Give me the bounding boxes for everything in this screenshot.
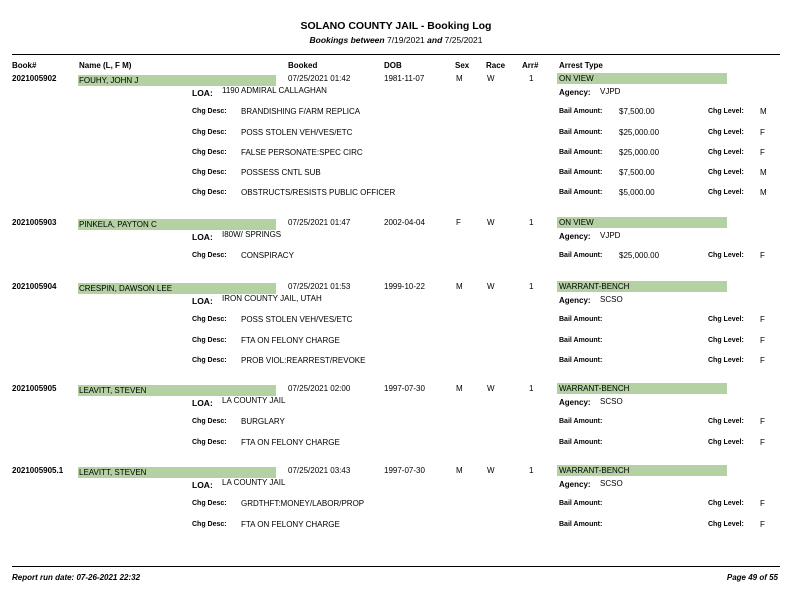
charge-level-label: Chg Level: (708, 337, 744, 344)
agency-value: VJPD (600, 231, 621, 240)
charge-desc-label: Chg Desc: (192, 500, 227, 507)
charge-level-label: Chg Level: (708, 439, 744, 446)
report-subtitle (0, 35, 792, 45)
inmate-name: LEAVITT, STEVEN (79, 386, 147, 395)
footer-rule (12, 566, 780, 567)
bail-amount-value: $5,000.00 (619, 188, 655, 197)
charge-desc-label: Chg Desc: (192, 439, 227, 446)
charge-desc-label: Chg Desc: (192, 357, 227, 364)
charge-level-label: Chg Level: (708, 169, 744, 176)
sex-value: M (456, 282, 463, 291)
arrest-number: 1 (529, 218, 534, 227)
arrest-type: ON VIEW (559, 74, 594, 83)
book-number: 2021005902 (12, 74, 57, 83)
subtitle-and: and (427, 35, 443, 45)
charge-description: OBSTRUCTS/RESISTS PUBLIC OFFICER (241, 188, 396, 197)
race-value: W (487, 384, 495, 393)
column-book: Book# (12, 61, 37, 70)
loa-value: LA COUNTY JAIL (222, 478, 286, 487)
bail-amount-value: $7,500.00 (619, 168, 655, 177)
charge-level-label: Chg Level: (708, 316, 744, 323)
agency-label: Agency: (559, 398, 591, 407)
charge-level-value: F (760, 336, 765, 345)
date-of-birth: 1997-07-30 (384, 384, 425, 393)
inmate-name: CRESPIN, DAWSON LEE (79, 284, 173, 293)
inmate-name: FOUHY, JOHN J (79, 76, 139, 85)
book-number: 2021005905.1 (12, 466, 64, 475)
arrest-number: 1 (529, 74, 534, 83)
charge-description: POSSESS CNTL SUB (241, 168, 321, 177)
loa-value: 1190 ADMIRAL CALLAGHAN (222, 86, 327, 95)
race-value: W (487, 74, 495, 83)
race-value: W (487, 218, 495, 227)
bail-amount-label: Bail Amount: (559, 357, 603, 364)
bail-amount-label: Bail Amount: (559, 149, 603, 156)
loa-value: I80W/ SPRINGS (222, 230, 282, 239)
charge-desc-label: Chg Desc: (192, 337, 227, 344)
charge-desc-label: Chg Desc: (192, 149, 227, 156)
booking-record (0, 282, 792, 365)
report-title: SOLANO COUNTY JAIL - Booking Log (300, 20, 492, 32)
page-number: Page 49 of 55 (726, 573, 778, 582)
race-value: W (487, 282, 495, 291)
charge-description: PROB VIOL:REARREST/REVOKE (241, 356, 366, 365)
column-booked: Booked (288, 61, 318, 70)
charge-level-value: F (760, 356, 765, 365)
arrest-type: WARRANT-BENCH (559, 384, 630, 393)
sex-value: M (456, 74, 463, 83)
arrest-type: WARRANT-BENCH (559, 466, 630, 475)
charge-level-label: Chg Level: (708, 500, 744, 507)
charge-level-label: Chg Level: (708, 129, 744, 136)
charge-level-value: F (760, 417, 765, 426)
booking-record (0, 218, 792, 260)
column-arrest-type: Arrest Type (559, 61, 603, 70)
column-race: Race (486, 61, 506, 70)
bail-amount-label: Bail Amount: (559, 108, 603, 115)
charge-desc-label: Chg Desc: (192, 252, 227, 259)
booking-record (0, 466, 792, 529)
bail-amount-value: $25,000.00 (619, 148, 660, 157)
inmate-name: PINKELA, PAYTON C (79, 220, 157, 229)
inmate-name: LEAVITT, STEVEN (79, 468, 147, 477)
bail-amount-label: Bail Amount: (559, 252, 603, 259)
bail-amount-label: Bail Amount: (559, 418, 603, 425)
loa-label: LOA: (192, 88, 213, 98)
charge-desc-label: Chg Desc: (192, 316, 227, 323)
race-value: W (487, 466, 495, 475)
book-number: 2021005903 (12, 218, 57, 227)
booked-datetime: 07/25/2021 01:42 (288, 74, 351, 83)
charge-level-label: Chg Level: (708, 108, 744, 115)
charge-description: FTA ON FELONY CHARGE (241, 438, 340, 447)
date-of-birth: 1981-11-07 (384, 74, 425, 83)
date-of-birth: 2002-04-04 (384, 218, 425, 227)
charge-level-value: F (760, 128, 765, 137)
charge-description: BURGLARY (241, 417, 285, 426)
loa-value: LA COUNTY JAIL (222, 396, 286, 405)
sex-value: F (456, 218, 461, 227)
charge-description: POSS STOLEN VEH/VES/ETC (241, 128, 353, 137)
charge-level-label: Chg Level: (708, 189, 744, 196)
charge-description: FTA ON FELONY CHARGE (241, 520, 340, 529)
report-run-date: Report run date: 07-26-2021 22:32 (12, 573, 141, 582)
bail-amount-label: Bail Amount: (559, 189, 603, 196)
column-sex: Sex (455, 61, 470, 70)
charge-level-label: Chg Level: (708, 149, 744, 156)
column-arr: Arr# (522, 61, 539, 70)
charge-desc-label: Chg Desc: (192, 108, 227, 115)
charge-level-value: F (760, 315, 765, 324)
bail-amount-value: $25,000.00 (619, 251, 660, 260)
subtitle-start-date: 7/19/2021 (386, 35, 425, 45)
arrest-number: 1 (529, 282, 534, 291)
column-dob: DOB (384, 61, 402, 70)
bail-amount-label: Bail Amount: (559, 521, 603, 528)
column-name: Name (L, F M) (79, 61, 132, 70)
bail-amount-label: Bail Amount: (559, 439, 603, 446)
charge-level-label: Chg Level: (708, 357, 744, 364)
subtitle-end-date: 7/25/2021 (444, 35, 483, 45)
charge-level-value: M (760, 188, 767, 197)
bail-amount-value: $25,000.00 (619, 128, 660, 137)
agency-label: Agency: (559, 88, 591, 97)
sex-value: M (456, 466, 463, 475)
agency-value: VJPD (600, 87, 621, 96)
charge-desc-label: Chg Desc: (192, 169, 227, 176)
charge-level-label: Chg Level: (708, 252, 744, 259)
date-of-birth: 1999-10-22 (384, 282, 425, 291)
charge-description: GRDTHFT:MONEY/LABOR/PROP (241, 499, 365, 508)
charge-level-label: Chg Level: (708, 521, 744, 528)
charge-desc-label: Chg Desc: (192, 418, 227, 425)
arrest-number: 1 (529, 384, 534, 393)
subtitle-prefix: Bookings between (309, 35, 385, 45)
sex-value: M (456, 384, 463, 393)
booked-datetime: 07/25/2021 03:43 (288, 466, 351, 475)
bail-amount-label: Bail Amount: (559, 129, 603, 136)
loa-label: LOA: (192, 296, 213, 306)
charge-desc-label: Chg Desc: (192, 521, 227, 528)
booking-record (0, 74, 792, 197)
date-of-birth: 1997-07-30 (384, 466, 425, 475)
agency-label: Agency: (559, 480, 591, 489)
header-rule (12, 54, 780, 55)
agency-value: SCSO (600, 295, 623, 304)
booked-datetime: 07/25/2021 01:53 (288, 282, 351, 291)
loa-label: LOA: (192, 480, 213, 490)
booked-datetime: 07/25/2021 02:00 (288, 384, 351, 393)
charge-description: FTA ON FELONY CHARGE (241, 336, 340, 345)
charge-level-value: F (760, 148, 765, 157)
arrest-number: 1 (529, 466, 534, 475)
loa-label: LOA: (192, 398, 213, 408)
bail-amount-label: Bail Amount: (559, 316, 603, 323)
charge-description: POSS STOLEN VEH/VES/ETC (241, 315, 353, 324)
agency-label: Agency: (559, 296, 591, 305)
charge-level-value: F (760, 520, 765, 529)
bail-amount-label: Bail Amount: (559, 500, 603, 507)
book-number: 2021005904 (12, 282, 57, 291)
booking-record (0, 384, 792, 447)
charge-level-value: M (760, 168, 767, 177)
charge-level-value: F (760, 251, 765, 260)
loa-label: LOA: (192, 232, 213, 242)
charge-desc-label: Chg Desc: (192, 189, 227, 196)
arrest-type: WARRANT-BENCH (559, 282, 630, 291)
loa-value: IRON COUNTY JAIL, UTAH (222, 294, 322, 303)
charge-level-value: M (760, 107, 767, 116)
charge-level-label: Chg Level: (708, 418, 744, 425)
book-number: 2021005905 (12, 384, 57, 393)
charge-description: BRANDISHING F/ARM REPLICA (241, 107, 361, 116)
bail-amount-label: Bail Amount: (559, 337, 603, 344)
charge-description: FALSE PERSONATE:SPEC CIRC (241, 148, 363, 157)
bail-amount-value: $7,500.00 (619, 107, 655, 116)
charge-level-value: F (760, 499, 765, 508)
charge-description: CONSPIRACY (241, 251, 294, 260)
arrest-type: ON VIEW (559, 218, 594, 227)
agency-label: Agency: (559, 232, 591, 241)
bail-amount-label: Bail Amount: (559, 169, 603, 176)
charge-level-value: F (760, 438, 765, 447)
charge-desc-label: Chg Desc: (192, 129, 227, 136)
booked-datetime: 07/25/2021 01:47 (288, 218, 351, 227)
agency-value: SCSO (600, 397, 623, 406)
agency-value: SCSO (600, 479, 623, 488)
